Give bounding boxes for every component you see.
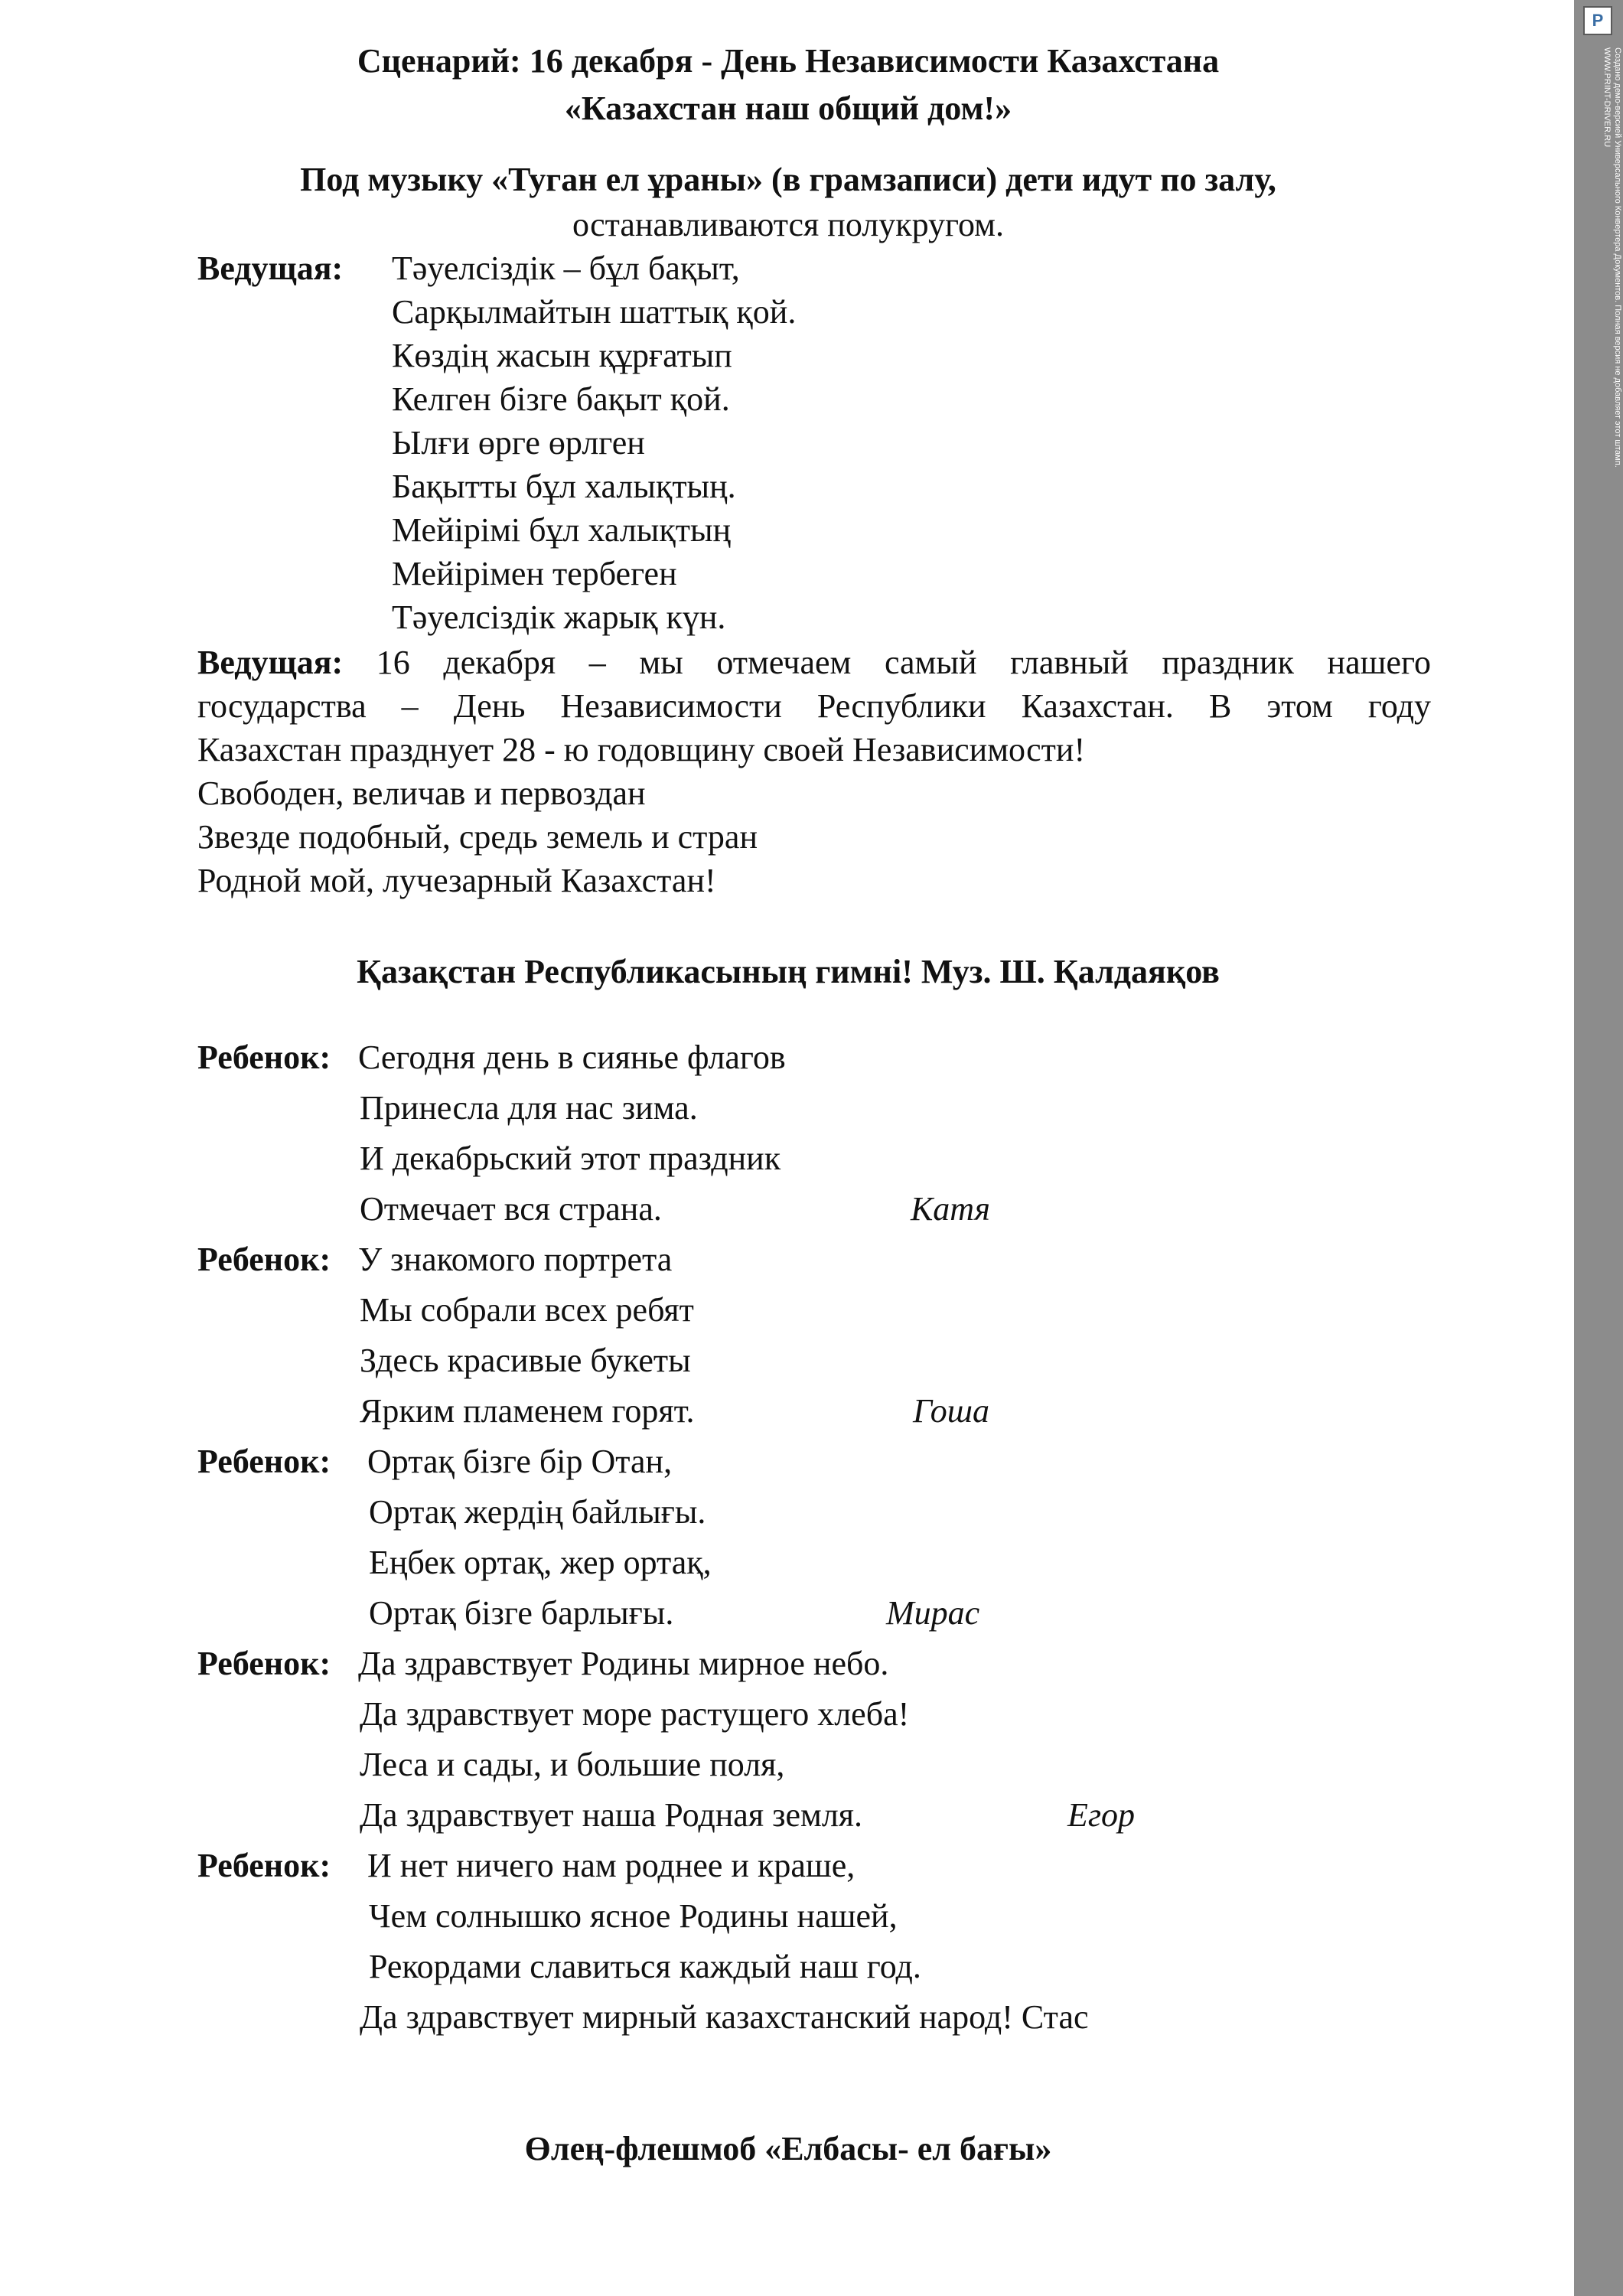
poem-line: Чем солнышко ясное Родины нашей, bbox=[369, 1897, 898, 1935]
poem-line: Да здравствует мирный казахстанский народ! Стас bbox=[360, 1998, 1089, 2036]
host1-verse-line: Сарқылмайтын шаттық қой. bbox=[392, 293, 797, 331]
watermark-line-2: WWW.PRINT-DRIVER.RU bbox=[1602, 47, 1612, 148]
title-line-1: Сценарий: 16 декабря - День Независимости Казахстана bbox=[357, 42, 1220, 80]
intro-line-1: Под музыку «Туган ел ұраны» (в грамзаписи) дети идут по залу, bbox=[300, 161, 1276, 198]
host1-verse-line: Тәуелсіздік жарық күн. bbox=[392, 598, 726, 636]
poem-line: Принесла для нас зима. bbox=[360, 1089, 698, 1127]
host1-verse-line: Мейірімен тербеген bbox=[392, 555, 677, 592]
child-speaker: Ребенок: bbox=[197, 1443, 331, 1480]
watermark-text bbox=[1602, 47, 1623, 468]
poem-line: Леса и сады, и большие поля, bbox=[360, 1746, 785, 1783]
poem-line: Да здравствует наша Родная земля. bbox=[360, 1796, 863, 1834]
poem-line: Ортақ бізге барлығы. bbox=[369, 1594, 674, 1632]
poem-line: У знакомого портрета bbox=[358, 1241, 673, 1278]
poem-line: Да здравствует Родины мирное небо. bbox=[358, 1645, 889, 1682]
host2-verse-line: Свободен, величав и первоздан bbox=[197, 775, 646, 812]
poem-line: Ярким пламенем горят. bbox=[360, 1392, 695, 1430]
host1-verse-line: Бақытты бұл халықтың. bbox=[392, 468, 736, 505]
host1-verse-line: Мейірімі бұл халықтың bbox=[392, 511, 732, 549]
poem-line: И нет ничего нам роднее и краше, bbox=[367, 1847, 855, 1884]
poem-line: Сегодня день в сиянье флагов bbox=[358, 1039, 786, 1076]
poem-line: Ортақ бізге бір Отан, bbox=[367, 1443, 673, 1480]
converter-watermark-sidebar bbox=[1574, 0, 1623, 2296]
host-speaker-2: Ведущая: bbox=[197, 644, 344, 681]
poem-line: Отмечает вся страна. bbox=[360, 1190, 662, 1228]
poem-line: Ортақ жердің байлығы. bbox=[369, 1493, 706, 1531]
intro-line-2: останавливаются полукругом. bbox=[572, 206, 1004, 243]
poem-author: Мирас bbox=[886, 1594, 980, 1632]
host1-verse-line: Ылғи өрге өрлген bbox=[392, 424, 645, 461]
poem-line: И декабрьский этот праздник bbox=[360, 1140, 781, 1177]
title-line-2: «Казахстан наш общий дом!» bbox=[564, 90, 1012, 127]
child-speaker: Ребенок: bbox=[197, 1039, 331, 1076]
watermark-line-1: Создано демо-версией Универсального Конвертера Документов. Полная версия не добавляет этот штамп. bbox=[1613, 47, 1622, 468]
poem-line: Рекордами славиться каждый наш год. bbox=[369, 1948, 921, 1985]
host2-paragraph-line bbox=[197, 641, 1431, 684]
converter-logo-icon: P bbox=[1583, 6, 1612, 35]
poem-author: Катя bbox=[911, 1190, 990, 1228]
host-speaker-1: Ведущая: bbox=[197, 249, 344, 287]
child-speaker: Ребенок: bbox=[197, 1241, 331, 1278]
host2-paragraph-line: государства – День Независимости Республики Казахстан. В этом году bbox=[197, 687, 1431, 725]
host2-verse-line: Родной мой, лучезарный Казахстан! bbox=[197, 862, 716, 899]
host1-verse-line: Тәуелсіздік – бұл бақыт, bbox=[392, 249, 740, 287]
poem-line: Да здравствует море растущего хлеба! bbox=[360, 1695, 910, 1733]
poem-line: Еңбек ортақ, жер ортақ, bbox=[369, 1544, 712, 1581]
poem-line: Здесь красивые букеты bbox=[360, 1342, 691, 1379]
host2-first-line: 16 декабря – мы отмечаем самый главный праздник нашего bbox=[376, 644, 1431, 681]
host1-verse-line: Көздің жасын құрғатып bbox=[392, 337, 732, 374]
host1-verse-line: Келген бізге бақыт қой. bbox=[392, 380, 730, 418]
child-speaker: Ребенок: bbox=[197, 1847, 331, 1884]
host2-paragraph-line: Казахстан празднует 28 - ю годовщину своей Независимости! bbox=[197, 731, 1086, 768]
anthem-heading: Қазақстан Республикасының гимні! Муз. Ш. Қалдаяқов bbox=[357, 953, 1220, 990]
flashmob-heading: Өлең-флешмоб «Елбасы- ел бағы» bbox=[524, 2130, 1052, 2167]
poem-author: Гоша bbox=[913, 1392, 989, 1430]
child-speaker: Ребенок: bbox=[197, 1645, 331, 1682]
poem-line: Мы собрали всех ребят bbox=[360, 1291, 694, 1329]
host2-verse-line: Звезде подобный, средь земель и стран bbox=[197, 818, 758, 856]
poem-author: Егор bbox=[1067, 1796, 1136, 1834]
